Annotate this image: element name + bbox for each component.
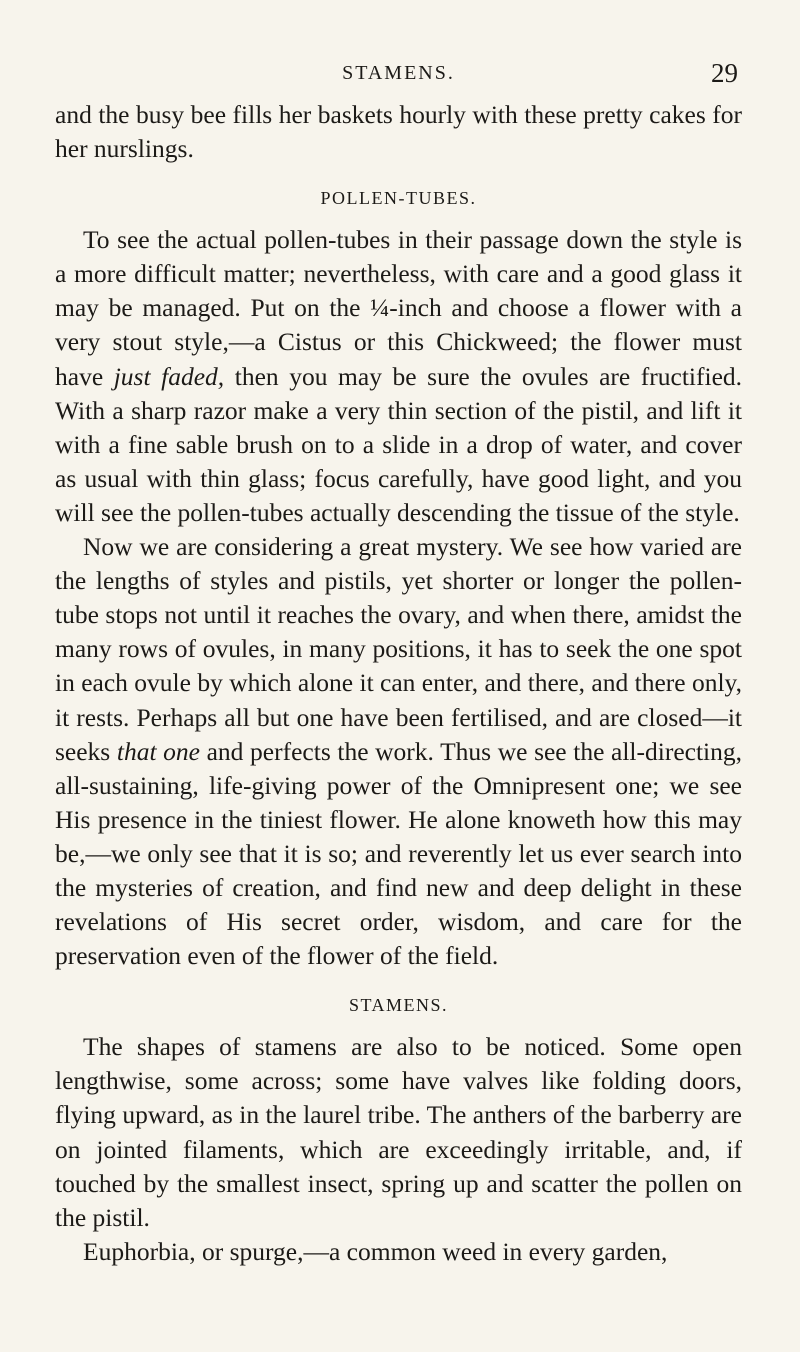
paragraph-text: then you may be sure the ovules are fructified. With a sharp razor make a very thin section of the pistil, and lift it with a fine sable brush on to a slide in a drop of water, and cover as usual with thin glass; focus carefully, have good light, and you will see the pollen-tubes actually descending the tissue of the style. — [55, 361, 743, 527]
paragraph-pollen-tube-method — [55, 223, 742, 530]
running-title: STAMENS. — [342, 62, 455, 84]
paragraph-text: Now we are considering a great mystery. We see how varied are the lengths of styles and pistils, yet shorter or longer the pollen-tube stops not until it reaches the ovary, and when there, amidst the many rows of ovules, in many positions, it has to seek the one spot in each ovule by which alone it can enter, and there, and there only, it rests. Perhaps all but one have been fertilised, and are closed—it seeks — [55, 532, 742, 766]
paragraph-stamen-shapes: The shapes of stamens are also to be noticed. Some open lengthwise, some across; some have valves like folding doors, flying upward, as in the laurel tribe. The anthers of the barberry are on jointed filaments, which are exceedingly irritable, and, if touched by the smallest insect, spring up and scatter the pollen on the pistil. — [55, 1032, 742, 1232]
section-heading-pollen-tubes: POLLEN-TUBES. — [320, 188, 477, 209]
section-heading-stamens: STAMENS. — [348, 995, 449, 1016]
page-number: 29 — [711, 58, 738, 88]
paragraph-euphorbia: Euphorbia, or spurge,—a common weed in every garden, — [83, 1236, 668, 1266]
emphasis-text: just faded, — [113, 361, 225, 391]
emphasis-text: that one — [116, 736, 200, 766]
paragraph-great-mystery — [55, 530, 742, 973]
paragraph-text: To see the actual pollen-tubes in their passage down the style is a more difficult matter; nevertheless, with care and a good glass it may be managed. Put on the ¼-inch and choose a flower with a very stout style,—a Cistus or this Chickweed; the flower must have — [55, 225, 742, 391]
continued-paragraph: and the busy bee fills her baskets hourly with these pretty cakes for her nurslings. — [55, 100, 742, 164]
paragraph-text: and perfects the work. Thus we see the all-directing, all-sustaining, life-giving power of the Omnipresent one; we see His presence in the tiniest flower. He alone knoweth how this may be,—we only see that it is so; and reverently let us ever search into the mysteries of creation, and find new and deep delight in these revelations of His secret order, wisdom, and care for the preservation even of the flower of the field. — [55, 736, 743, 971]
running-head — [55, 52, 742, 92]
